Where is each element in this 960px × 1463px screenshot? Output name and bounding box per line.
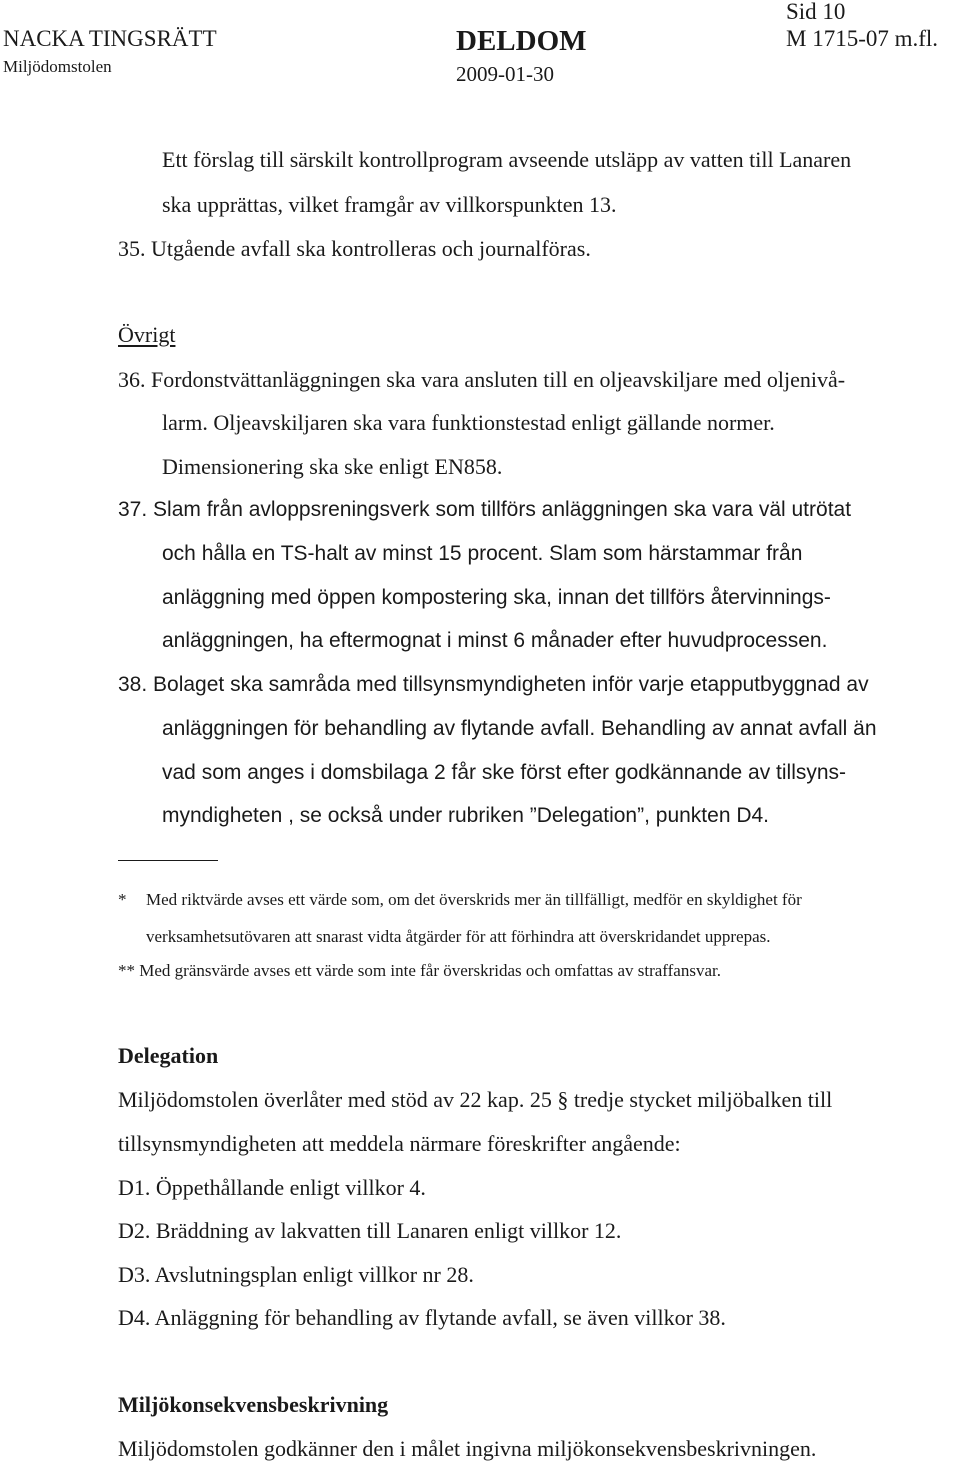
page-number: Sid 10 <box>786 0 846 24</box>
delegation-item-d2: D2. Bräddning av lakvatten till Lanaren enligt villkor 12. <box>118 1218 622 1243</box>
document-type: DELDOM <box>456 25 587 57</box>
delegation-intro-line-1: Miljödomstolen överlåter med stöd av 22 kap. 25 § tredje stycket miljöbalken till <box>118 1087 833 1112</box>
footnote-1-line-2: verksamhetsutövaren att snarast vidta åtgärder för att förhindra att överskridandet upprepas. <box>146 927 771 946</box>
item-35: 35. Utgående avfall ska kontrolleras och journalföras. <box>118 236 591 261</box>
section-heading-delegation: Delegation <box>118 1043 219 1068</box>
item-36-line-2: larm. Oljeavskiljaren ska vara funktionstestad enligt gällande normer. <box>162 410 775 435</box>
item-38-line-2: anläggningen för behandling av flytande avfall. Behandling av annat avfall än <box>162 717 877 740</box>
court-name: NACKA TINGSRÄTT <box>3 26 217 51</box>
item-36-line-3: Dimensionering ska ske enligt EN858. <box>162 454 503 479</box>
delegation-item-d3: D3. Avslutningsplan enligt villkor nr 28. <box>118 1262 474 1287</box>
section-heading-mkb: Miljökonsekvensbeskrivning <box>118 1392 389 1417</box>
footnote-1-marker: * <box>118 890 127 909</box>
item-38-line-4: myndigheten , se också under rubriken ”Delegation”, punkten D4. <box>162 804 770 827</box>
delegation-intro-line-2: tillsynsmyndigheten att meddela närmare föreskrifter angående: <box>118 1131 681 1156</box>
division-name: Miljödomstolen <box>3 57 112 76</box>
control-program-line-2: ska upprättas, vilket framgår av villkorspunkten 13. <box>162 192 617 217</box>
control-program-line-1: Ett förslag till särskilt kontrollprogram avseende utsläpp av vatten till Lanaren <box>162 147 852 172</box>
section-heading-ovrigt: Övrigt <box>118 322 176 347</box>
document-date: 2009-01-30 <box>456 62 554 86</box>
item-37-line-3: anläggning med öppen kompostering ska, innan det tillförs återvinnings- <box>162 586 831 609</box>
mkb-text: Miljödomstolen godkänner den i målet ingivna miljökonsekvensbeskrivningen. <box>118 1436 817 1461</box>
delegation-item-d1: D1. Öppethållande enligt villkor 4. <box>118 1175 426 1200</box>
delegation-item-d4: D4. Anläggning för behandling av flytande avfall, se även villkor 38. <box>118 1305 726 1330</box>
item-36-line-1: 36. Fordonstvättanläggningen ska vara ansluten till en oljeavskiljare med oljenivå- <box>118 367 846 392</box>
item-38-line-1: 38. Bolaget ska samråda med tillsynsmyndigheten inför varje etapputbyggnad av <box>118 673 869 696</box>
footnote-1-line-1: Med riktvärde avses ett värde som, om det överskrids mer än tillfälligt, medför en skyldighet för <box>146 890 802 909</box>
item-37-line-4: anläggningen, ha eftermognat i minst 6 månader efter huvudprocessen. <box>162 629 828 652</box>
item-37-line-1: 37. Slam från avloppsreningsverk som tillförs anläggningen ska vara väl utrötat <box>118 498 852 521</box>
item-38-line-3: vad som anges i domsbilaga 2 får ske först efter godkännande av tillsyns- <box>162 761 847 784</box>
item-37-line-2: och hålla en TS-halt av minst 15 procent. Slam som härstammar från <box>162 542 803 565</box>
footnote-2: ** Med gränsvärde avses ett värde som inte får överskridas och omfattas av straffansvar. <box>118 961 721 980</box>
footnote-divider <box>118 860 218 861</box>
case-number: M 1715-07 m.fl. <box>786 26 939 51</box>
